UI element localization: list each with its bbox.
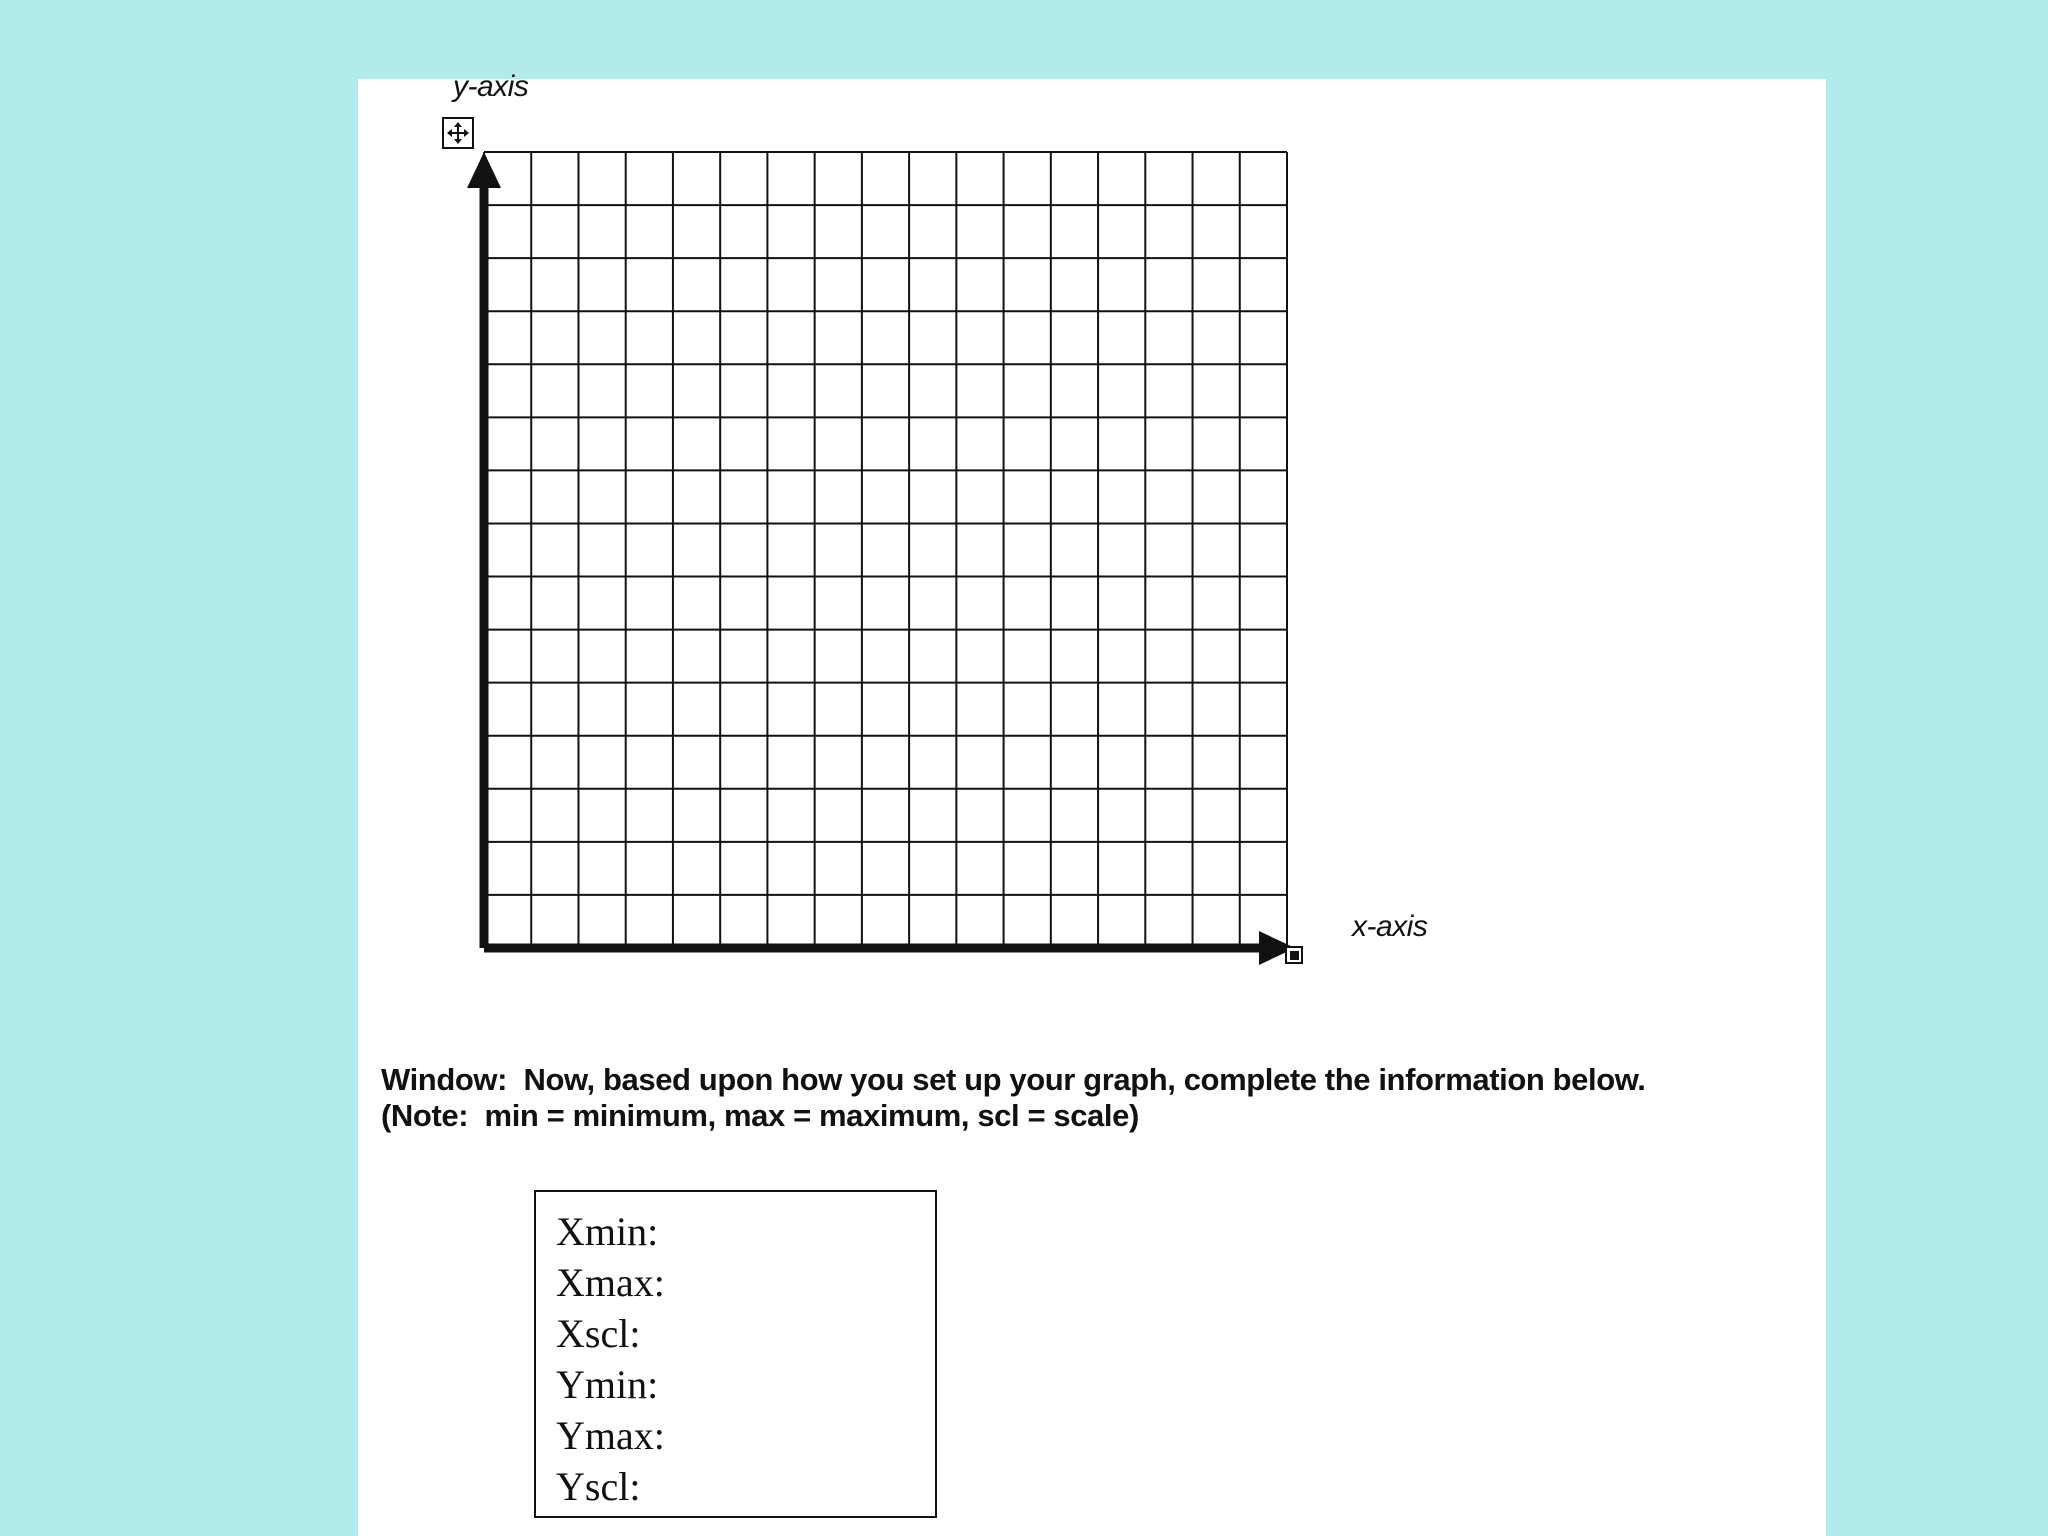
ymax-field[interactable]: Ymax: xyxy=(556,1413,665,1458)
y-axis-label: y-axis xyxy=(453,70,529,103)
instructions-line-2: (Note: min = minimum, max = maximum, scl = scale) xyxy=(381,1098,1139,1133)
instructions-line-1: Window: Now, based upon how you set up your graph, complete the information below. xyxy=(381,1062,1646,1097)
resize-handle-icon xyxy=(1285,946,1303,964)
xmax-field[interactable]: Xmax: xyxy=(556,1260,665,1305)
instructions xyxy=(381,1062,1646,1134)
move-arrows-icon xyxy=(444,119,472,147)
move-handle[interactable] xyxy=(442,117,474,149)
x-axis-label: x-axis xyxy=(1352,910,1428,943)
yscl-field[interactable]: Yscl: xyxy=(556,1464,641,1509)
xmin-field[interactable]: Xmin: xyxy=(556,1209,659,1254)
ymin-field[interactable]: Ymin: xyxy=(556,1362,659,1407)
resize-handle[interactable] xyxy=(1285,946,1303,964)
xscl-field[interactable]: Xscl: xyxy=(556,1311,641,1356)
window-settings-box xyxy=(534,1190,937,1518)
